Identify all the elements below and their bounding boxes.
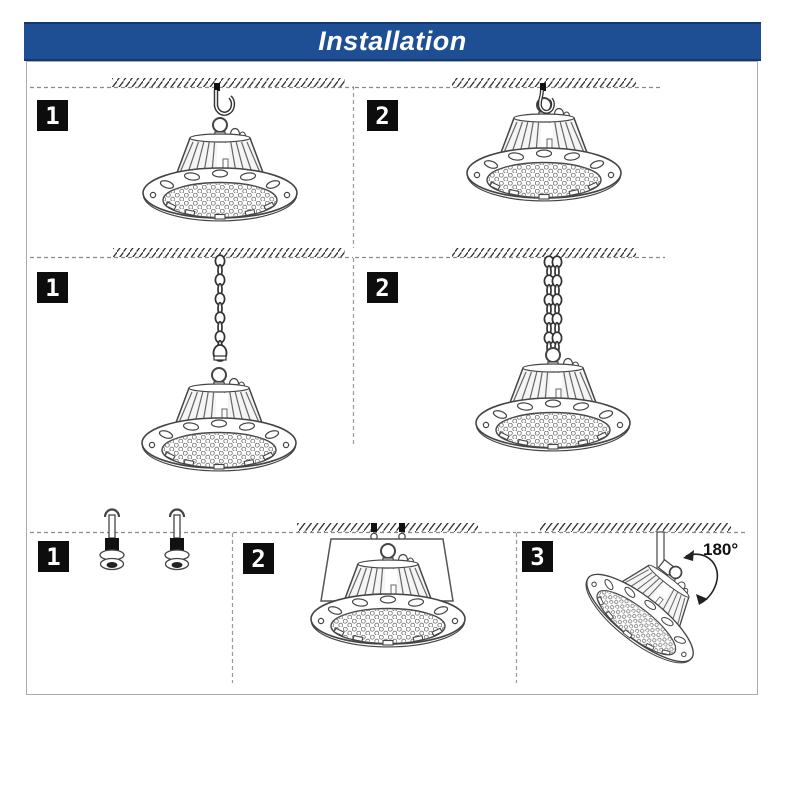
step-badge-mount-3: 3 [522,541,553,572]
ceiling-row3 [30,523,746,533]
anchor-bolts [100,510,189,570]
ceiling-row2 [30,248,665,258]
step-badge-hook-2: 2 [367,100,398,131]
ufo-highbay-light-on-chain [476,348,630,451]
ufo-highbay-light [142,368,296,471]
step-badge-mount-2: 2 [243,543,274,574]
step-badge-mount-1: 1 [38,541,69,572]
step-badge-chain-1: 1 [37,272,68,303]
page-title: Installation [318,26,467,56]
step-badge-chain-2: 2 [367,272,398,303]
hook-illustration [214,83,233,114]
rotation-angle-label: 180° [703,540,739,559]
step-badge-hook-1: 1 [37,100,68,131]
double-chain-illustration [544,256,561,353]
ceiling-row1 [30,78,662,88]
chain-illustration [214,255,227,361]
ufo-highbay-light [143,118,297,221]
